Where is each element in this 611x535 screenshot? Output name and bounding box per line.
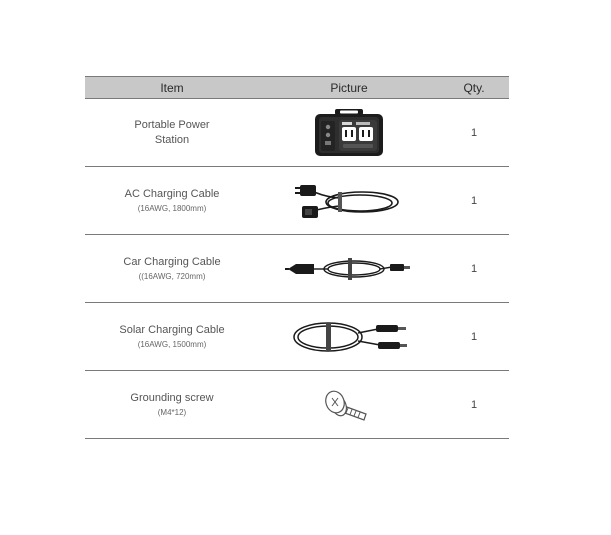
grounding-screw-icon [322,382,376,428]
item-name: AC Charging Cable [124,187,220,200]
item-name: Solar Charging Cable [119,323,225,336]
item-qty: 1 [470,330,478,343]
item-spec: (16AWG, 1500mm) [137,339,207,349]
power-station-icon [309,107,389,159]
table-row [85,371,509,439]
table-row [85,167,509,235]
header-qty: Qty. [463,80,485,95]
table-header [85,76,509,99]
table-row [85,303,509,371]
table-row [85,99,509,167]
item-qty: 1 [470,194,478,207]
item-qty: 1 [470,262,478,275]
item-qty: 1 [470,126,478,139]
item-name: Car Charging Cable [123,255,221,268]
item-name: Portable Power Station [134,118,210,146]
item-qty: 1 [470,398,478,411]
header-picture: Picture [330,80,368,95]
header-item: Item [160,80,184,95]
table-row [85,235,509,303]
item-spec: ((16AWG, 720mm) [138,271,206,281]
car-charging-cable-icon [284,252,414,286]
package-contents-table [85,76,509,439]
item-spec: (16AWG, 1800mm) [137,203,207,213]
solar-charging-cable-icon [288,315,410,359]
ac-charging-cable-icon [294,176,404,226]
item-name: Grounding screw [130,391,214,404]
item-spec: (M4*12) [157,407,187,417]
